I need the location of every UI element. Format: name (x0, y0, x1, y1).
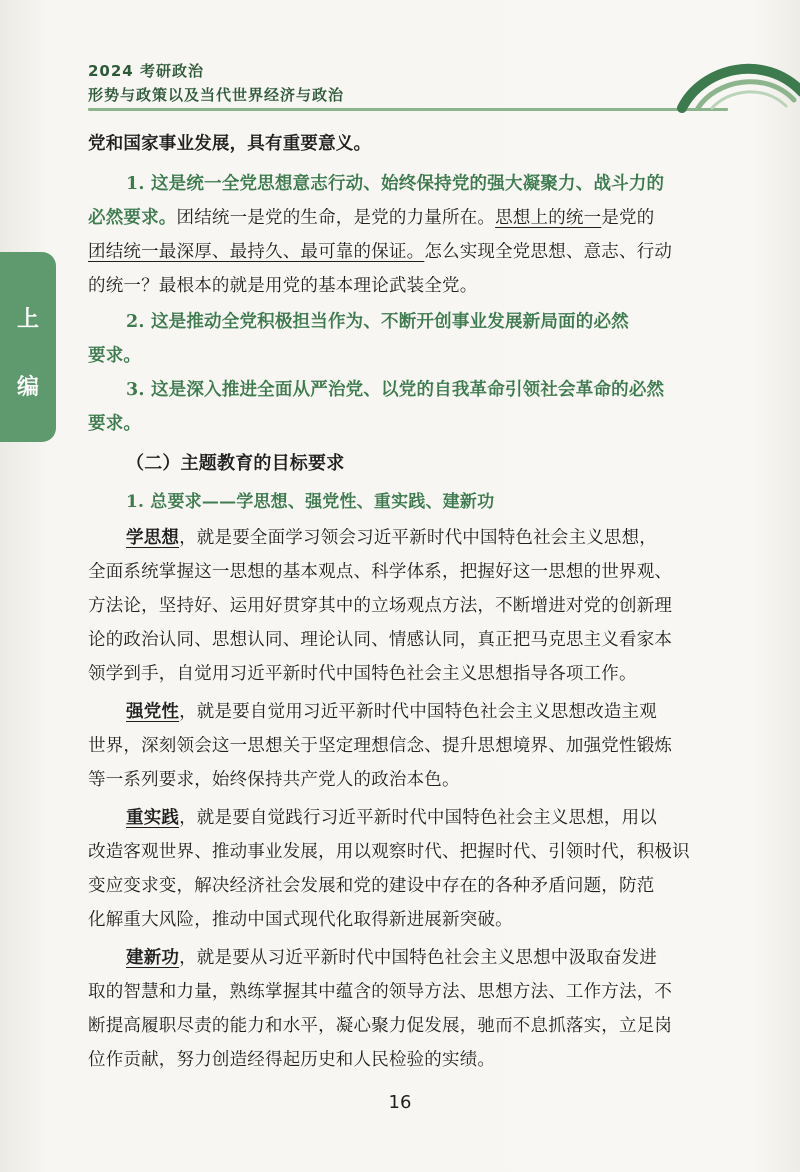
volume-side-tab (0, 252, 56, 442)
jxg-line-1 (126, 946, 726, 970)
term-jian-xingong: 建新功 (126, 948, 180, 968)
point-3-line-1: 3. 这是深入推进全面从严治党、以党的自我革命引领社会革命的必然 (126, 380, 665, 400)
zsj-text: ，就是要自觉践行习近平新时代中国特色社会主义思想，用以 (179, 808, 658, 828)
point-1-line-2 (88, 206, 726, 230)
header-title: 2024 考研政治 (88, 62, 204, 80)
side-tab-char-1: 上 (16, 307, 39, 332)
xsx-line-1 (126, 526, 726, 550)
paragraph-continuation: 党和国家事业发展，具有重要意义。 (88, 134, 372, 154)
qdx-line-1 (126, 700, 726, 724)
term-qiang-dangxing: 强党性 (126, 702, 180, 722)
sub-heading: 1. 总要求——学思想、强党性、重实践、建新功 (126, 492, 495, 512)
point-1-text-end: 是党的 (601, 208, 655, 228)
term-zhong-shijian: 重实践 (126, 808, 180, 828)
zsj-line-2: 改造客观世界、推动事业发展，用以观察时代、把握时代、引领时代，积极识 (88, 842, 690, 862)
header-rule (88, 108, 728, 111)
header-subtitle: 形势与政策以及当代世界经济与政治 (88, 86, 345, 104)
jxg-line-3: 断提高履职尽责的能力和水平，凝心聚力促发展，驰而不息抓落实，立足岗 (88, 1016, 673, 1036)
page-number: 16 (388, 1092, 412, 1113)
zsj-line-1 (126, 806, 726, 830)
point-2-line-2: 要求。 (88, 346, 142, 366)
jxg-line-2: 取的智慧和力量，熟练掌握其中蕴含的领导方法、思想方法、工作方法，不 (88, 982, 673, 1002)
xsx-line-2: 全面系统掌握这一思想的基本观点、科学体系，把握好这一思想的世界观、 (88, 562, 673, 582)
zsj-line-4: 化解重大风险，推动中国式现代化取得新进展新突破。 (88, 910, 513, 930)
point-1-line-4: 的统一？最根本的就是用党的基本理论武装全党。 (88, 276, 478, 296)
zsj-line-3: 变应变求变，解决经济社会发展和党的建设中存在的各种矛盾问题，防范 (88, 876, 655, 896)
point-1-underlined-term: 思想上的统一 (495, 208, 602, 228)
point-1-line-3 (88, 240, 726, 264)
qdx-text: ，就是要自觉用习近平新时代中国特色社会主义思想改造主观 (179, 702, 658, 722)
point-1-line-1: 1. 这是统一全党思想意志行动、始终保持党的强大凝聚力、战斗力的 (126, 174, 665, 194)
qdx-line-2: 世界，深刻领会这一思想关于坚定理想信念、提升思想境界、加强党性锻炼 (88, 736, 673, 756)
running-header (88, 60, 728, 120)
jxg-line-4: 位作贡献，努力创造经得起历史和人民检验的实绩。 (88, 1050, 496, 1070)
point-1-tail: 必然要求。 (88, 208, 177, 228)
xsx-text: ，就是要全面学习领会习近平新时代中国特色社会主义思想， (179, 528, 658, 548)
point-1-text: 团结统一是党的生命，是党的力量所在。 (176, 208, 496, 228)
point-2-line-1: 2. 这是推动全党积极担当作为、不断开创事业发展新局面的必然 (126, 312, 629, 332)
qdx-line-3: 等一系列要求，始终保持共产党人的政治本色。 (88, 770, 460, 790)
arc-logo-icon (668, 50, 800, 114)
jxg-text: ，就是要从习近平新时代中国特色社会主义思想中汲取奋发进 (179, 948, 658, 968)
side-tab-char-2: 编 (16, 375, 39, 400)
xsx-line-3: 方法论，坚持好、运用好贯穿其中的立场观点方法，不断增进对党的创新理 (88, 596, 673, 616)
section-heading: （二）主题教育的目标要求 (126, 453, 345, 474)
term-xue-sixiang: 学思想 (126, 528, 180, 548)
xsx-line-4: 论的政治认同、思想认同、理论认同、情感认同，真正把马克思主义看家本 (88, 630, 673, 650)
point-1-question: 怎么实现全党思想、意志、行动 (424, 242, 673, 262)
xsx-line-5: 领学到手，自觉用习近平新时代中国特色社会主义思想指导各项工作。 (88, 664, 637, 684)
point-1-underlined-phrase: 团结统一最深厚、最持久、最可靠的保证。 (88, 242, 425, 262)
point-3-line-2: 要求。 (88, 414, 142, 434)
